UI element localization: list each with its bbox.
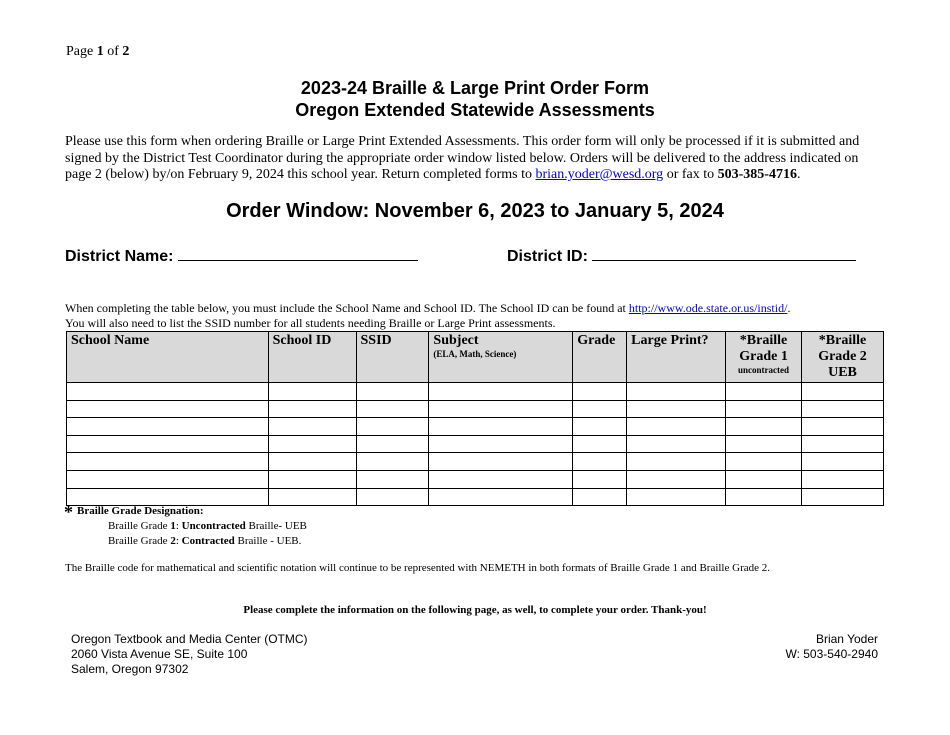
table-cell[interactable] [429,400,573,418]
fax-number: 503-385-4716 [717,167,797,182]
table-cell[interactable] [268,470,356,488]
table-header-row [67,332,884,383]
table-cell[interactable] [726,435,802,453]
district-id-blank[interactable] [592,246,856,261]
table-row [67,470,884,488]
contact-info [700,632,878,662]
table-cell[interactable] [67,453,269,471]
otmc-address [71,632,308,677]
table-cell[interactable] [627,418,726,436]
table-row [67,400,884,418]
table-cell[interactable] [627,400,726,418]
city-state-zip: Salem, Oregon 97302 [71,662,189,676]
braille-designation-heading: * Braille Grade Designation: [64,502,204,522]
col-braille-grade-2: *Braille Grade 2 UEB [802,332,884,383]
table-row [67,435,884,453]
table-cell[interactable] [726,400,802,418]
table-cell[interactable] [802,383,884,401]
table-cell[interactable] [268,453,356,471]
page-indicator: Page 1 of 2 [66,44,130,59]
table-cell[interactable] [802,435,884,453]
table-row [67,453,884,471]
table-cell[interactable] [268,435,356,453]
district-name-blank[interactable] [178,246,418,261]
table-cell[interactable] [802,488,884,506]
table-cell[interactable] [356,383,429,401]
table-row [67,383,884,401]
table-cell[interactable] [627,470,726,488]
table-cell[interactable] [67,435,269,453]
col-braille-grade-1: *Braille Grade 1 uncontracted [726,332,802,383]
table-cell[interactable] [268,488,356,506]
table-cell[interactable] [726,488,802,506]
table-cell[interactable] [429,435,573,453]
table-cell[interactable] [356,435,429,453]
table-instructions: When completing the table below, you must include the School Name and School ID. The School ID can be found at http://www.ode.state.or.us/instid/. You will also need to list the SSID number for all students needing Braille or Large Print assessments. [65,301,791,330]
email-link[interactable]: brian.yoder@wesd.org [535,167,664,182]
school-id-link[interactable]: http://www.ode.state.or.us/instid/ [628,301,788,315]
table-row [67,418,884,436]
table-cell[interactable] [356,400,429,418]
table-cell[interactable] [356,470,429,488]
table-cell[interactable] [726,418,802,436]
col-subject: Subject (ELA, Math, Science) [429,332,573,383]
table-cell[interactable] [627,435,726,453]
table-cell[interactable] [268,418,356,436]
order-table [66,331,884,506]
braille-grade-1-note: Braille Grade 1: Uncontracted Braille- UEB [108,520,307,532]
table-cell[interactable] [726,453,802,471]
org-name: Oregon Textbook and Media Center (OTMC) [71,632,308,646]
district-name-label: District Name: [65,248,174,265]
table-cell[interactable] [573,453,627,471]
table-cell[interactable] [429,418,573,436]
col-school-name: School Name [67,332,269,383]
col-grade: Grade [573,332,627,383]
table-cell[interactable] [627,453,726,471]
district-id-label: District ID: [507,248,588,265]
table-cell[interactable] [268,383,356,401]
complete-instruction: Please complete the information on the following page, as well, to complete your order. Thank-you! [243,604,707,616]
table-cell[interactable] [573,488,627,506]
table-cell[interactable] [429,453,573,471]
asterisk-mark: * [64,502,73,522]
nemeth-note: The Braille code for mathematical and scientific notation will continue to be represented with NEMETH in both formats of Braille Grade 1 and Braille Grade 2. [65,562,770,574]
braille-grade-2-note: Braille Grade 2: Contracted Braille - UEB. [108,535,302,547]
table-cell[interactable] [573,470,627,488]
table-cell[interactable] [802,418,884,436]
contact-name: Brian Yoder [815,632,878,646]
table-cell[interactable] [573,418,627,436]
table-cell[interactable] [67,400,269,418]
intro-paragraph: Please use this form when ordering Braille or Large Print Extended Assessments. This order form will only be processed if it is submitted and signed by the District Test Coordinator during the appropriate order window listed below. Orders will be delivered to the address indicated on page 2 (below) by/on February 9, 2024 this school year. Return completed forms to brian.yoder@wesd.org or fax to 503-385-4716. [65,134,860,182]
contact-phone: W: 503-540-2940 [785,647,878,661]
table-cell[interactable] [429,488,573,506]
table-cell[interactable] [802,453,884,471]
table-cell[interactable] [268,400,356,418]
district-id-field[interactable] [507,246,856,266]
table-cell[interactable] [356,418,429,436]
table-cell[interactable] [429,470,573,488]
district-name-field[interactable] [65,246,418,266]
table-cell[interactable] [67,470,269,488]
table-cell[interactable] [802,470,884,488]
table-cell[interactable] [726,470,802,488]
table-cell[interactable] [627,383,726,401]
table-cell[interactable] [726,383,802,401]
table-cell[interactable] [573,400,627,418]
col-ssid: SSID [356,332,429,383]
table-cell[interactable] [67,383,269,401]
form-subtitle: Oregon Extended Statewide Assessments [295,100,655,120]
col-school-id: School ID [268,332,356,383]
table-cell[interactable] [573,383,627,401]
table-cell[interactable] [67,418,269,436]
table-cell[interactable] [802,400,884,418]
table-cell[interactable] [627,488,726,506]
table-cell[interactable] [429,383,573,401]
col-large-print: Large Print? [627,332,726,383]
table-cell[interactable] [356,453,429,471]
form-title: 2023-24 Braille & Large Print Order Form [300,78,650,98]
order-window: Order Window: November 6, 2023 to January 5, 2024 [226,200,724,222]
table-cell[interactable] [573,435,627,453]
street-address: 2060 Vista Avenue SE, Suite 100 [71,647,248,661]
table-cell[interactable] [356,488,429,506]
